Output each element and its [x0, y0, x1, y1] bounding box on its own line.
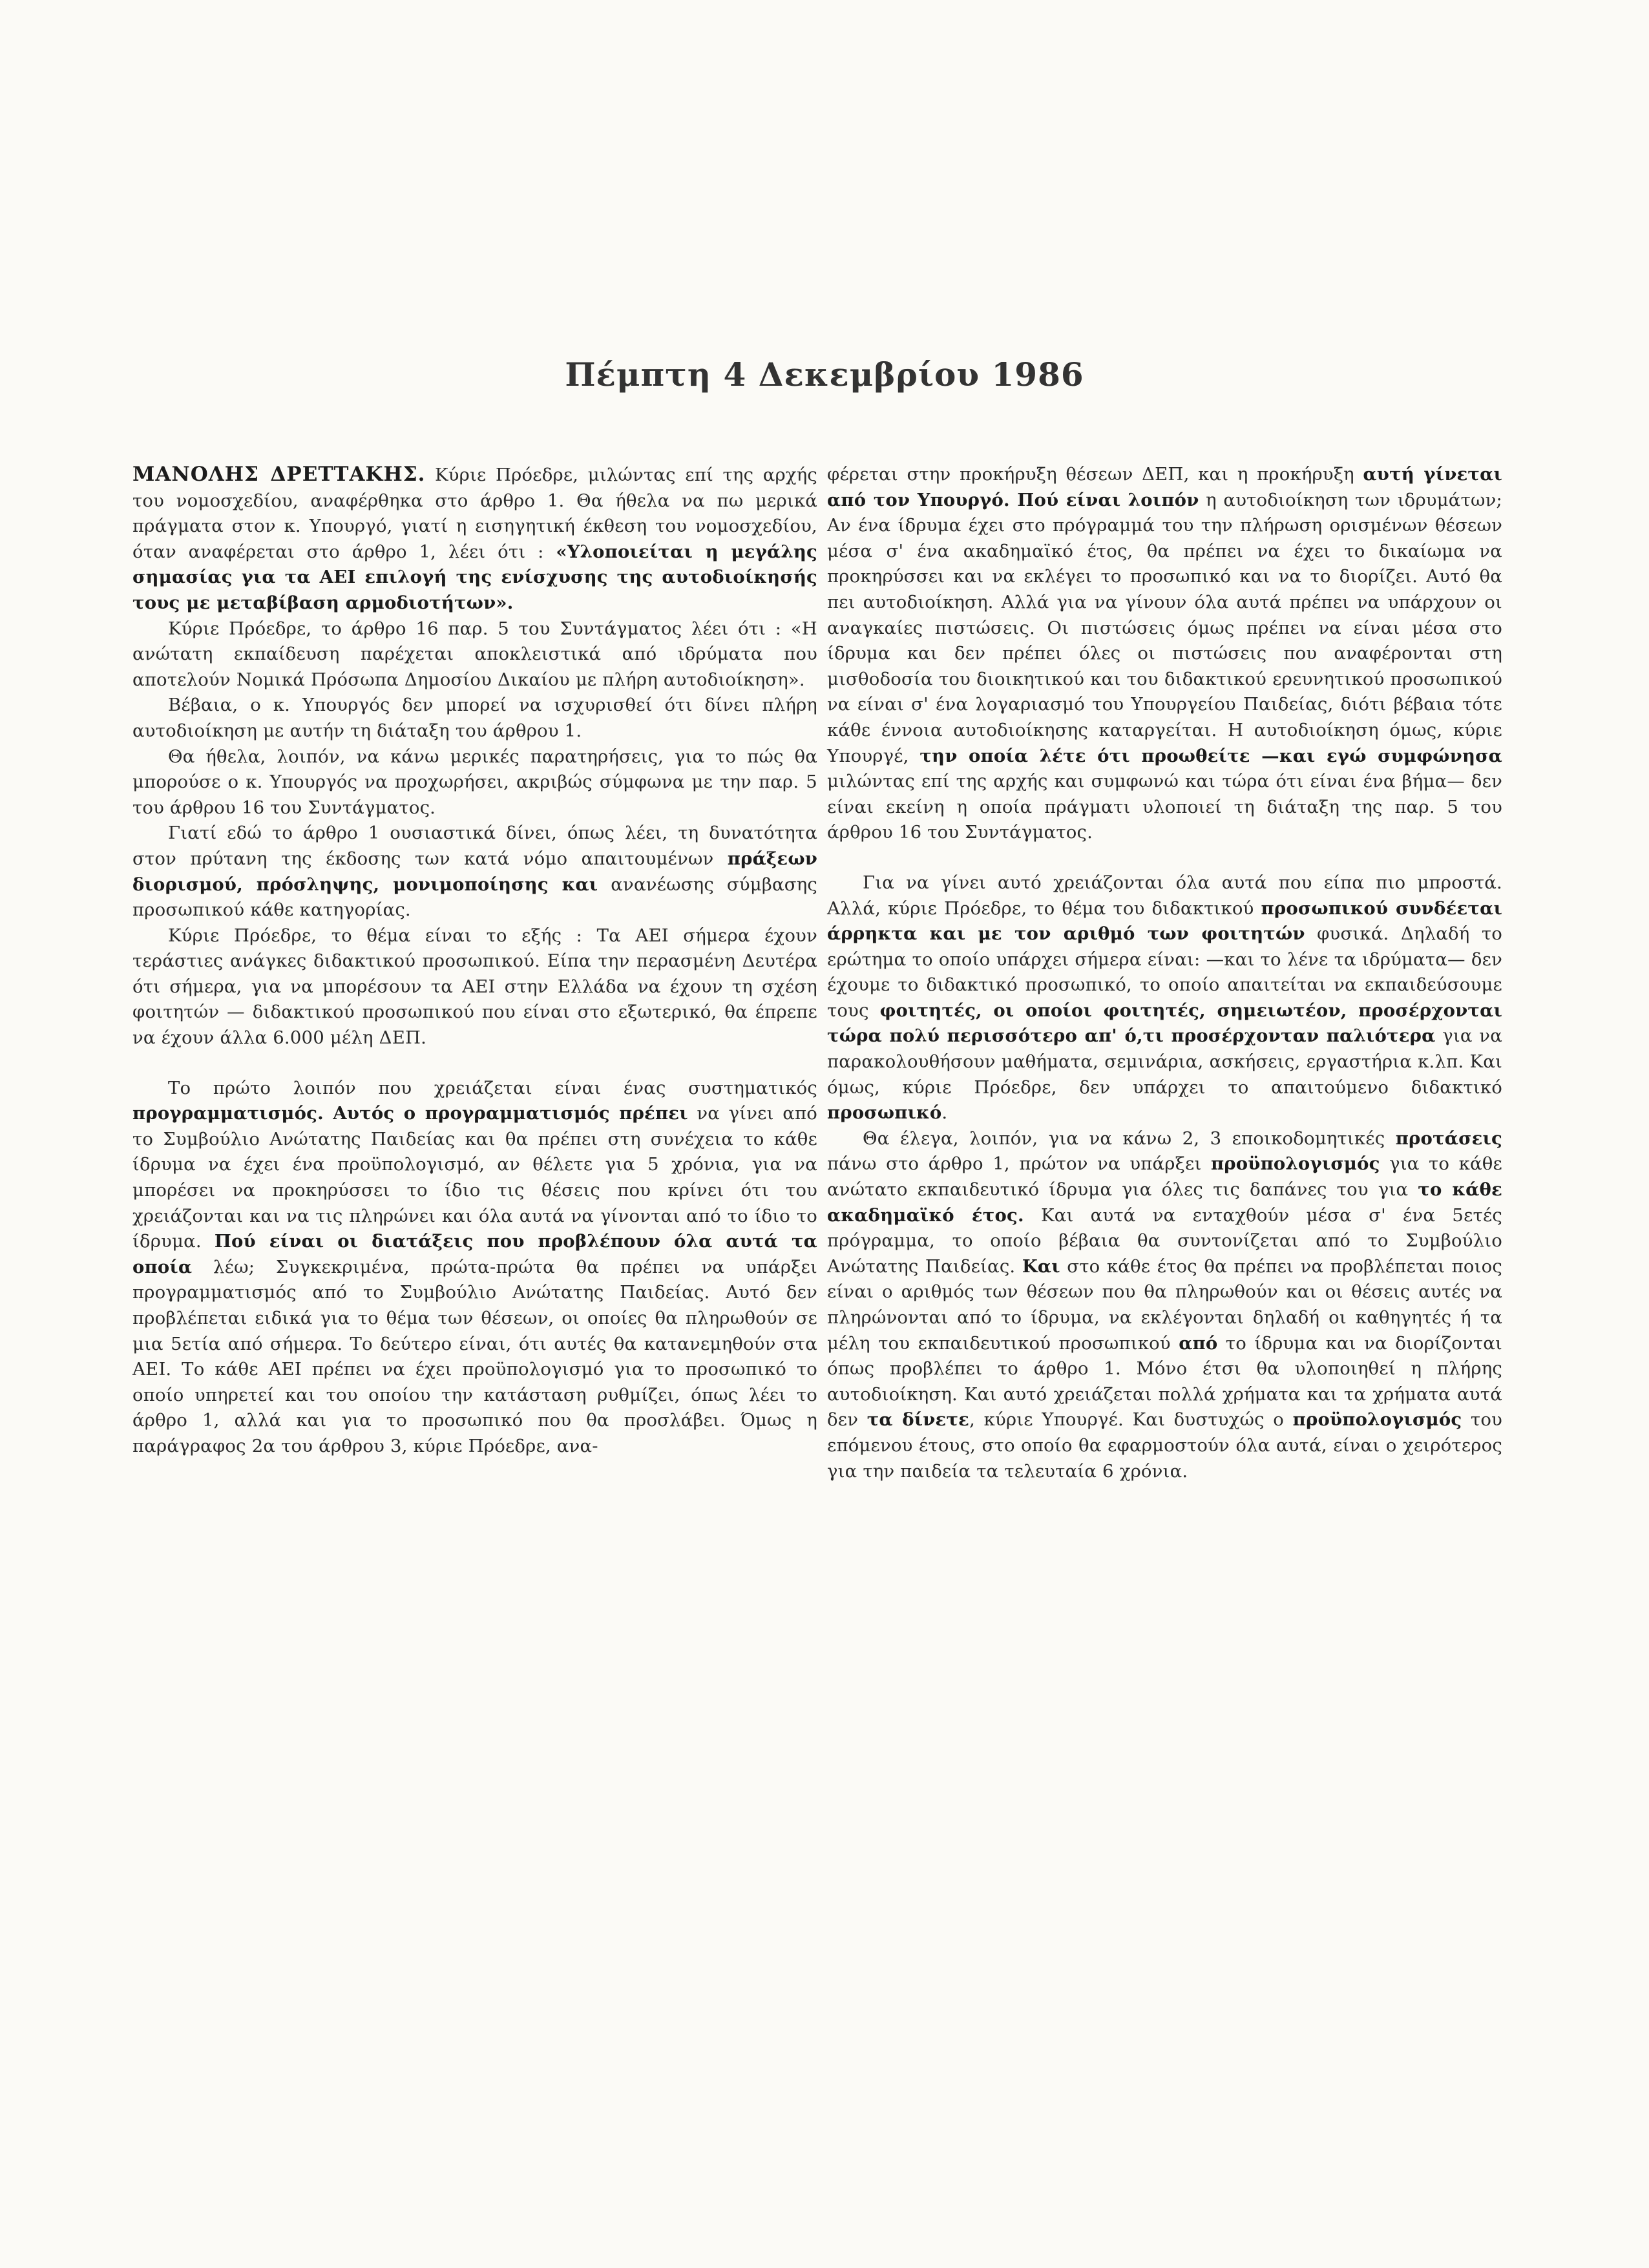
emphasis: Πού είναι οι διατάξεις που προβλέπουν όλα αυτά τα οποία — [132, 1231, 818, 1277]
text: Και αυτά να ενταχθούν μέσα σ' ένα 5ετές πρόγραμμα, το οποίο βέβαια θα συντονίζεται από το Συμβούλιο Ανώτατης Παιδείας. — [827, 1204, 1502, 1277]
speaker-name: ΜΑΝΟΛΗΣ ΔΡΕΤΤΑΚΗΣ. — [132, 463, 426, 486]
emphasis: την οποία λέτε ότι προωθείτε —και εγώ συμφώνησα — [919, 745, 1502, 766]
emphasis: πράξεων διορισμού, πρόσληψης, μονιμοποίησης και — [132, 848, 817, 895]
emphasis: αυτή γίνεται από τον Υπουργό. Πού είναι λοιπόν — [827, 464, 1502, 510]
text: Για να γίνει αυτό χρειάζονται όλα αυτά που είπα πιο μπροστά. Αλλά, κύριε Πρόεδρε, το θέμα του διδακτικού — [827, 872, 1502, 919]
text: Γιατί εδώ το άρθρο 1 ουσιαστικά δίνει, όπως λέει, τη δυνατότητα στον πρύτανη της έκδοσης των κατά νόμο απαιτουμένων — [132, 823, 817, 869]
paragraph — [827, 462, 1502, 846]
text: , κύριε Υπουργέ. Και δυστυχώς ο — [969, 1409, 1293, 1431]
text: το ίδρυμα και να διορίζονται όπως προβλέπει το άρθρο 1. Μόνο έτσι θα υλοποιηθεί η πλήρης αυτοδιοίκηση. Και αυτό χρειάζεται πολλά χρήματα και τα χρήματα αυτά δεν — [827, 1332, 1502, 1431]
emphasis: από — [1179, 1332, 1218, 1354]
paragraph — [132, 1076, 817, 1460]
text: πάνω στο άρθρο 1, πρώτον να υπάρξει — [827, 1153, 1211, 1175]
text: στο κάθε έτος θα πρέπει να προβλέπεται ποιος είναι ο αριθμός των θέσεων που θα πληρωθούν και οι θέσεις αυτές να πληρώνονται από το ίδρυμα, να εκλέγονται δηλαδή οι καθηγητές ή τα μέλη του εκπαιδευτικού προσωπικού — [827, 1255, 1503, 1354]
text: για το κάθε ανώτατο εκπαιδευτικό ίδρυμα για όλες τις δαπάνες του για — [827, 1153, 1503, 1201]
page-date-header: Πέμπτη 4 Δεκεμβρίου 1986 — [565, 355, 1084, 394]
emphasis: φοιτητές, οι οποίοι φοιτητές, σημειωτέον, προσέρχονται τώρα πολύ περισσότερο απ' ό,τι προσέρχονταν παλιότερα — [827, 1000, 1502, 1047]
emphasis: προϋπολογισμός — [1210, 1153, 1380, 1175]
paragraph — [132, 462, 817, 616]
emphasis: το κάθε ακαδημαϊκό έτος. — [827, 1179, 1502, 1226]
text: μιλώντας επί της αρχής και συμφωνώ και τώρα ότι είναι ένα βήμα— δεν είναι εκείνη η οποία πράγματι υλοποιεί τη διάταξη της παρ. 5 του άρθρου 16 του Συντάγματος. — [827, 771, 1502, 843]
paragraph: Κύριε Πρόεδρε, το θέμα είναι το εξής : Τα ΑΕΙ σήμερα έχουν τεράστιες ανάγκες διδακτικού προσωπικού. Είπα την περασμένη Δευτέρα ότι σήμερα, για να μπορέσουν τα ΑΕΙ στην Ελλάδα να έχουν τη σχέση φοιτητών — διδακτικού προσωπικού που είναι στο εξωτερικό, θα έπρεπε να έχουν άλλα 6.000 μέλη ΔΕΠ. — [132, 925, 817, 1049]
emphasis: Και — [1022, 1255, 1060, 1277]
paragraph — [827, 1126, 1502, 1484]
emphasis: προϋπολογισμός — [1292, 1409, 1462, 1431]
emphasis: προτάσεις — [1395, 1128, 1502, 1149]
emphasis: τα δίνετε — [867, 1409, 970, 1431]
text: να γίνει από το Συμβούλιο Ανώτατης Παιδείας και θα πρέπει στη συνέχεια το κάθε ίδρυμα να έχει ένα προϋπολογισμό, αν θέλετε για 5 χρόνια, για να μπορέσει να προκηρύσσει το ίδιο τις θέσεις που κρίνει ότι του χρειάζονται και να τις πληρώνει και όλα αυτά να γίνονται από το ίδιο το ίδρυμα. — [132, 1103, 818, 1252]
text: φέρεται στην προκήρυξη θέσεων ΔΕΠ, και η προκήρυξη — [827, 464, 1363, 485]
text: Το πρώτο λοιπόν που χρειάζεται είναι ένας συστηματικός — [168, 1077, 817, 1098]
emphasis: προσωπικό — [827, 1102, 942, 1124]
paragraph — [827, 870, 1502, 1126]
text: για να παρακολουθήσουν μαθήματα, σεμινάρια, ασκήσεις, εργαστήρια κ.λπ. Και όμως, κύριε Πρόεδρε, δεν υπάρχει το απαιτούμενο διδακτικό — [827, 1025, 1502, 1098]
emphasis: προγραμματισμός. Αυτός ο προγραμματισμός πρέπει — [132, 1103, 688, 1124]
paragraph: Θα ήθελα, λοιπόν, να κάνω μερικές παρατηρήσεις, για το πώς θα μπορούσε ο κ. Υπουργός να προχωρήσει, ακριβώς σύμφωνα με την παρ. 5 του άρθρου 16 του Συντάγματος. — [132, 746, 817, 818]
text: λέω; Συγκεκριμένα, πρώτα-πρώτα θα πρέπει να υπάρξει προγραμματισμός από το Συμβούλιο Ανώτατης Παιδείας. Αυτό δεν προβλέπεται ειδικά για το θέμα των θέσεων, οι οποίες θα πληρωθούν σε μια 5ετία από σήμερα. Το δεύτερο είναι, ότι αυτές θα κατανεμηθούν στα ΑΕΙ. Το κάθε ΑΕΙ πρέπει να έχει προϋπολογισμό για το προσωπικό το οποίο υπηρετεί και του οποίου την κατάσταση ρυθμίζει, όπως λέει το άρθρο 1, αλλά και για το προσωπικό που θα προσλάβει. Όμως η παράγραφος 2α του άρθρου 3, κύριε Πρόεδρε, ανα- — [132, 1256, 817, 1456]
emphasis: προσωπικού συνδέεται άρρηκτα και με τον αριθμό των φοιτητών — [827, 898, 1502, 945]
paragraph: Βέβαια, ο κ. Υπουργός δεν μπορεί να ισχυρισθεί ότι δίνει πλήρη αυτοδιοίκηση με αυτήν τη διάταξη του άρθρου 1. — [132, 695, 817, 741]
text: ανανέωσης σύμβασης προσωπικού κάθε κατηγορίας. — [132, 874, 818, 921]
paragraph: Κύριε Πρόεδρε, το άρθρο 16 παρ. 5 του Συντάγματος λέει ότι : «Η ανώτατη εκπαίδευση παρέχεται αποκλειστικά από ιδρύματα που αποτελούν Νομικά Πρόσωπα Δημοσίου Δικαίου με πλήρη αυτοδιοίκηση». — [132, 618, 817, 690]
paragraph — [132, 821, 817, 923]
text: φυσικά. Δηλαδή το ερώτημα το οποίο υπάρχει σήμερα είναι: —και το λένε τα ιδρύματα— δεν έχουμε το διδακτικό προσωπικό, το οποίο απαιτείται να εκπαιδεύσουμε τους — [827, 923, 1502, 1021]
right-column — [827, 462, 1502, 1484]
text: του επόμενου έτους, στο οποίο θα εφαρμοστούν όλα αυτά, είναι ο χειρότερος για την παιδεία τα τελευταία 6 χρόνια. — [827, 1409, 1502, 1482]
text: Κύριε Πρόεδρε, μιλώντας επί της αρχής του νομοσχεδίου, αναφέρθηκα στο άρθρο 1. Θα ήθελα να πω μερικά πράγματα στον κ. Υπουργό, γιατί η εισηγητική έκθεση του νομοσχεδίου, όταν αναφέρεται στο άρθρο 1, λέει ότι : — [132, 465, 817, 562]
text: Θα έλεγα, λοιπόν, για να κάνω 2, 3 εποικοδομητικές — [863, 1128, 1396, 1149]
text: . — [941, 1102, 948, 1124]
emphasis: «Υλοποιείται η μεγάλης σημασίας για τα ΑΕΙ επιλογή της ενίσχυσης της αυτοδιοίκησής τους με μεταβίβαση αρμοδιοτήτων». — [132, 541, 817, 613]
left-column — [132, 462, 817, 1460]
text: η αυτοδιοίκηση των ιδρυμάτων; Αν ένα ίδρυμα έχει στο πρόγραμμά του την πλήρωση ορισμένων θέσεων μέσα σ' ένα ακαδημαϊκό έτος, θα πρέπει να έχει το δικαίωμα να προκηρύσσει και να εκλέγει το προσωπικό και να το διορίζει. Αυτό θα πει αυτοδιοίκηση. Αλλά για να γίνουν όλα αυτά πρέπει να υπάρχουν οι αναγκαίες πιστώσεις. Οι πιστώσεις όμως πρέπει να είναι μέσα στο ίδρυμα και δεν πρέπει όλες οι πιστώσεις που αναφέρονται στη μισθοδοσία του διοικητικού και του διδακτικού ερευνητικού προσωπικού να είναι σ' ένα λογαριασμό του Υπουργείου Παιδείας, διότι βέβαια τότε κάθε έννοια αυτοδιοίκησης καταργείται. Η αυτοδιοίκηση όμως, κύριε Υπουργέ, — [827, 489, 1502, 766]
